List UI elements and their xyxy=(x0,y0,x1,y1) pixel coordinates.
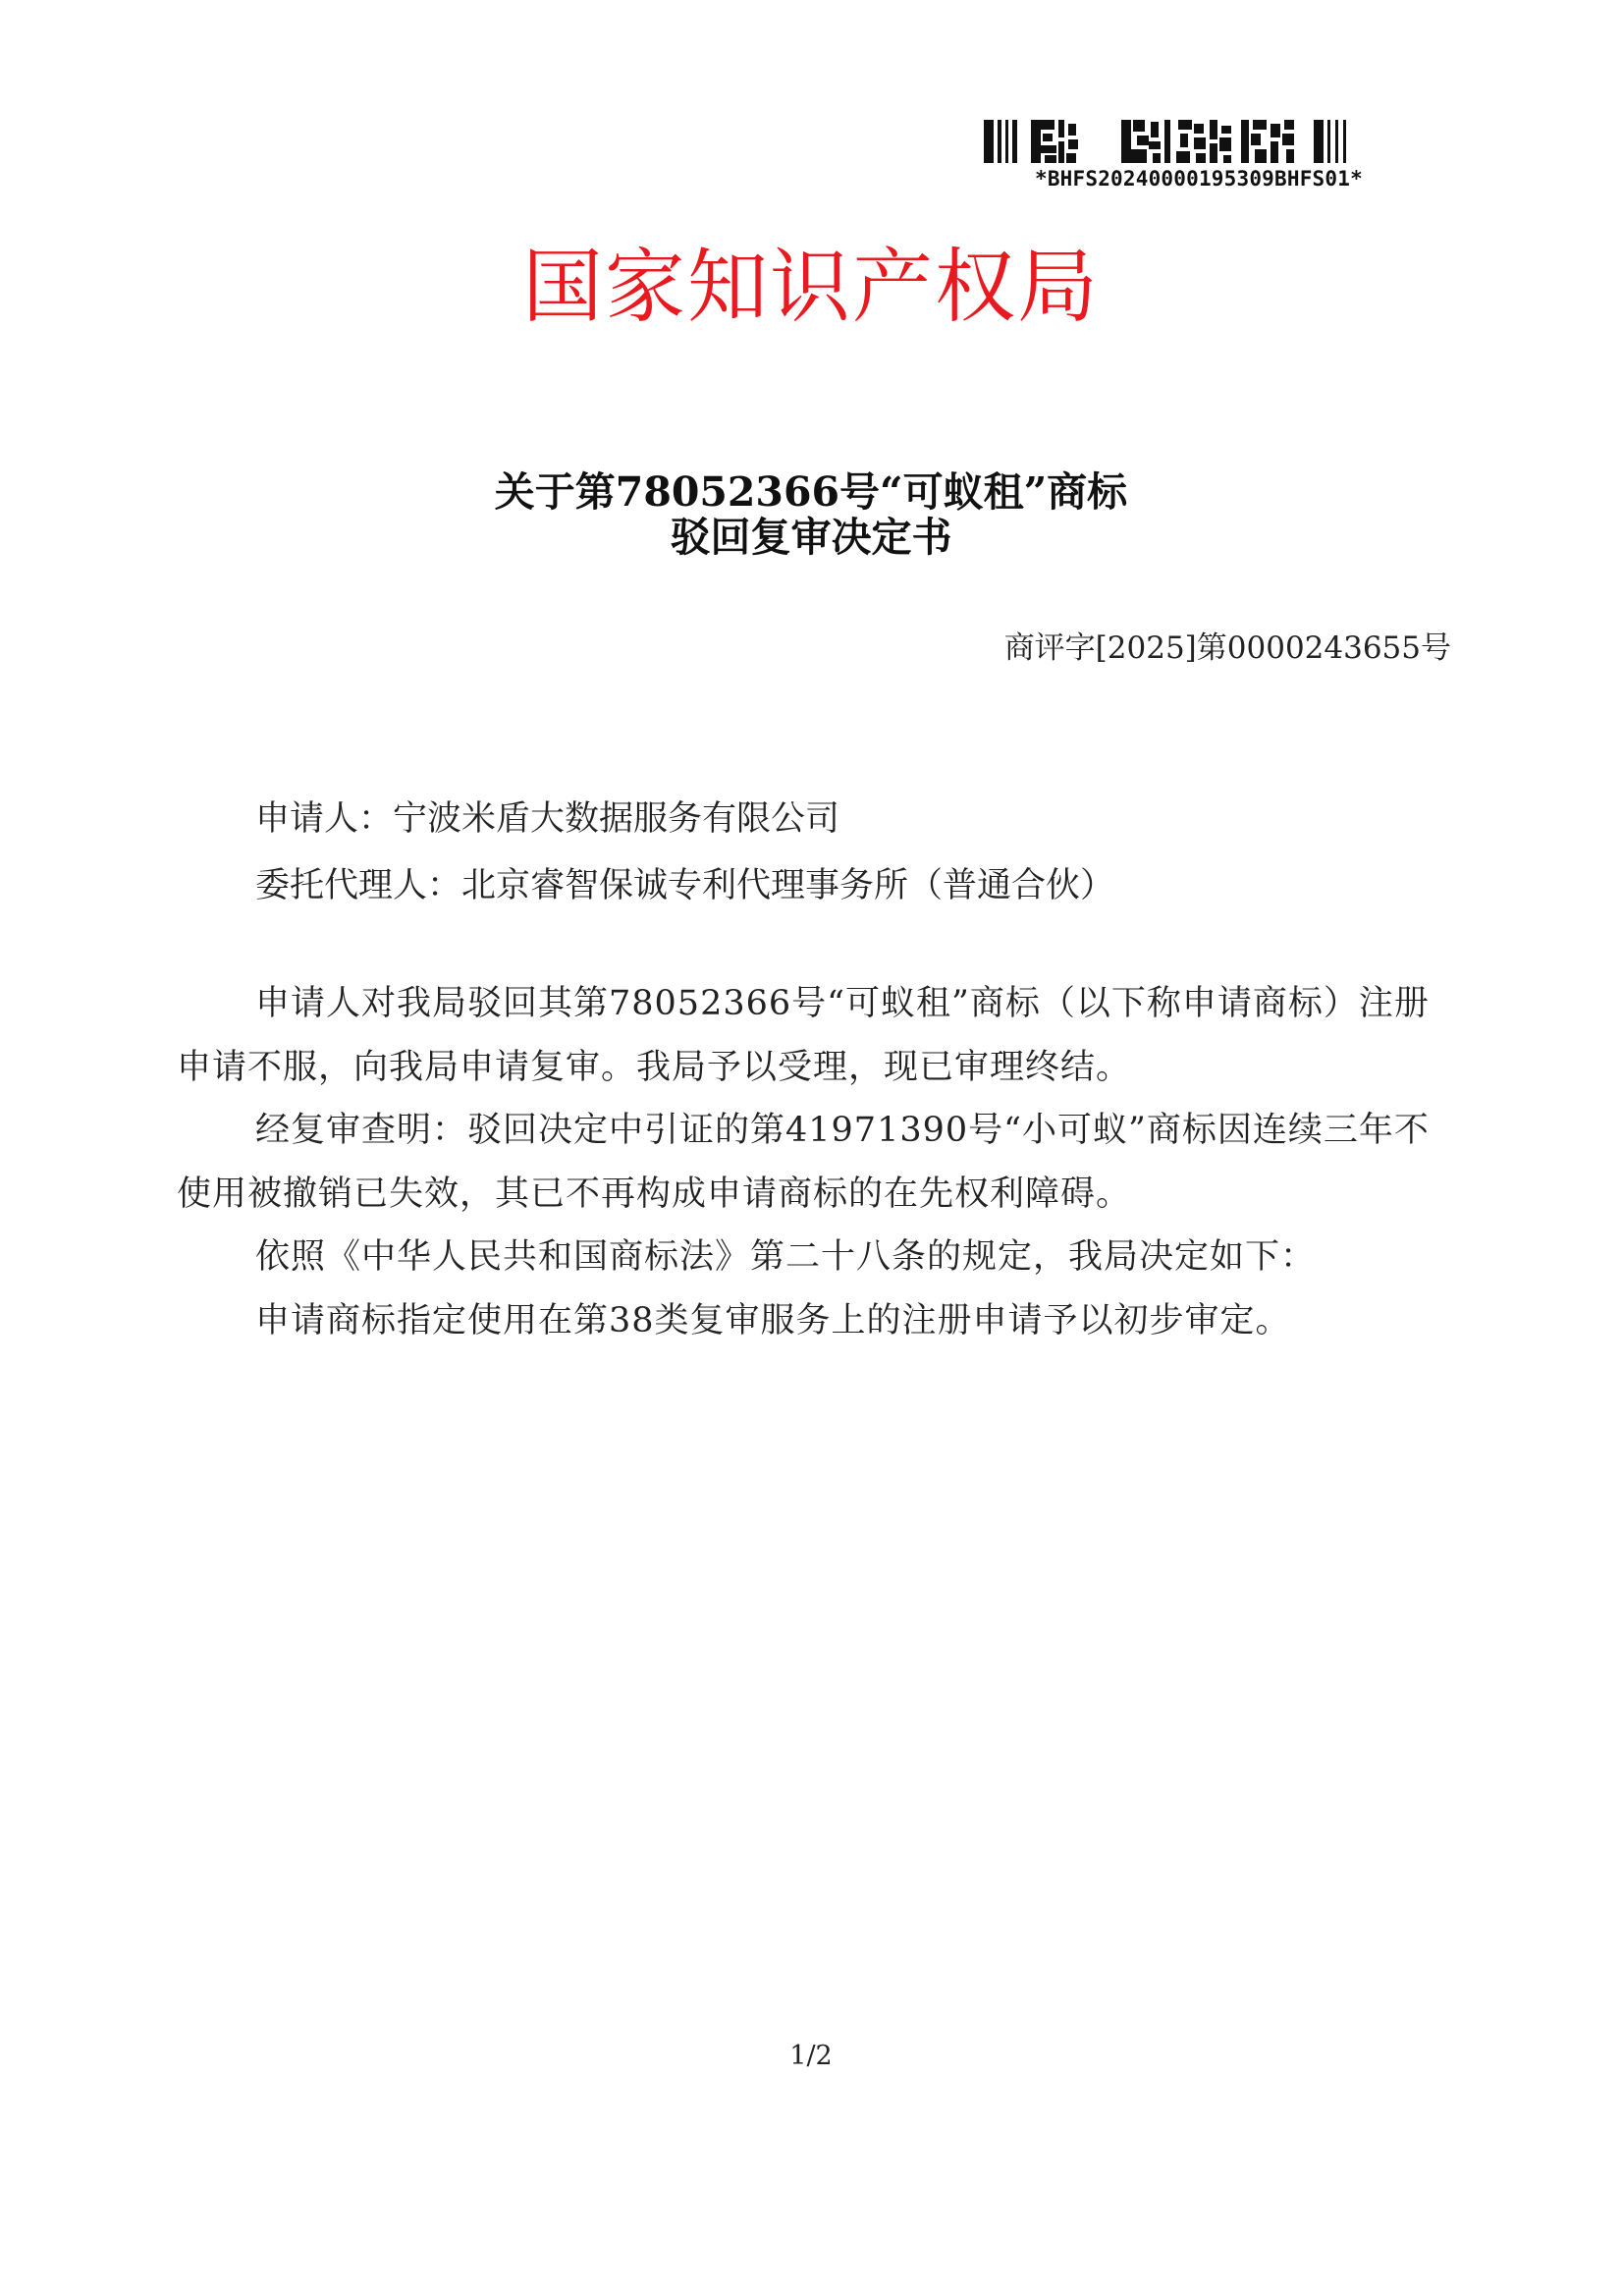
paragraph-decision: 申请商标指定使用在第38类复审服务上的注册申请予以初步审定。 xyxy=(255,1300,1291,1340)
decision-body xyxy=(177,972,1453,1352)
barcode xyxy=(972,116,1384,194)
document-title xyxy=(0,469,1622,560)
paragraph-findings: 经复审查明：驳回决定中引证的第41971390号“小可蚁”商标因连续三年不使用被撤销已失效，其已不再构成申请商标的在先权利障碍。 xyxy=(177,1111,1430,1214)
applicant-line: 申请人：宁波米盾大数据服务有限公司 xyxy=(255,799,840,839)
barcode-graphic xyxy=(984,116,1396,167)
page-number: 1/2 xyxy=(789,2041,833,2071)
office-title: 国家知识产权局 xyxy=(521,241,1100,334)
barcode-number: *BHFS20240000195309BHFS01* xyxy=(1035,167,1363,191)
document-title-line-2: 驳回复审决定书 xyxy=(670,514,952,561)
paragraph-review-request: 申请人对我局驳回其第78052366号“可蚁租”商标（以下称申请商标）注册申请不服，向我局申请复审。我局予以受理，现已审理终结。 xyxy=(177,984,1430,1087)
paragraph-legal-basis: 依照《中华人民共和国商标法》第二十八条的规定，我局决定如下： xyxy=(255,1237,1317,1277)
document-title-line-1: 关于第78052366号“可蚁租”商标 xyxy=(494,468,1128,516)
document-number: 商评字[2025]第0000243655号 xyxy=(1003,630,1451,666)
agent-line: 委托代理人：北京睿智保诚专利代理事务所（普通合伙） xyxy=(255,866,1115,905)
